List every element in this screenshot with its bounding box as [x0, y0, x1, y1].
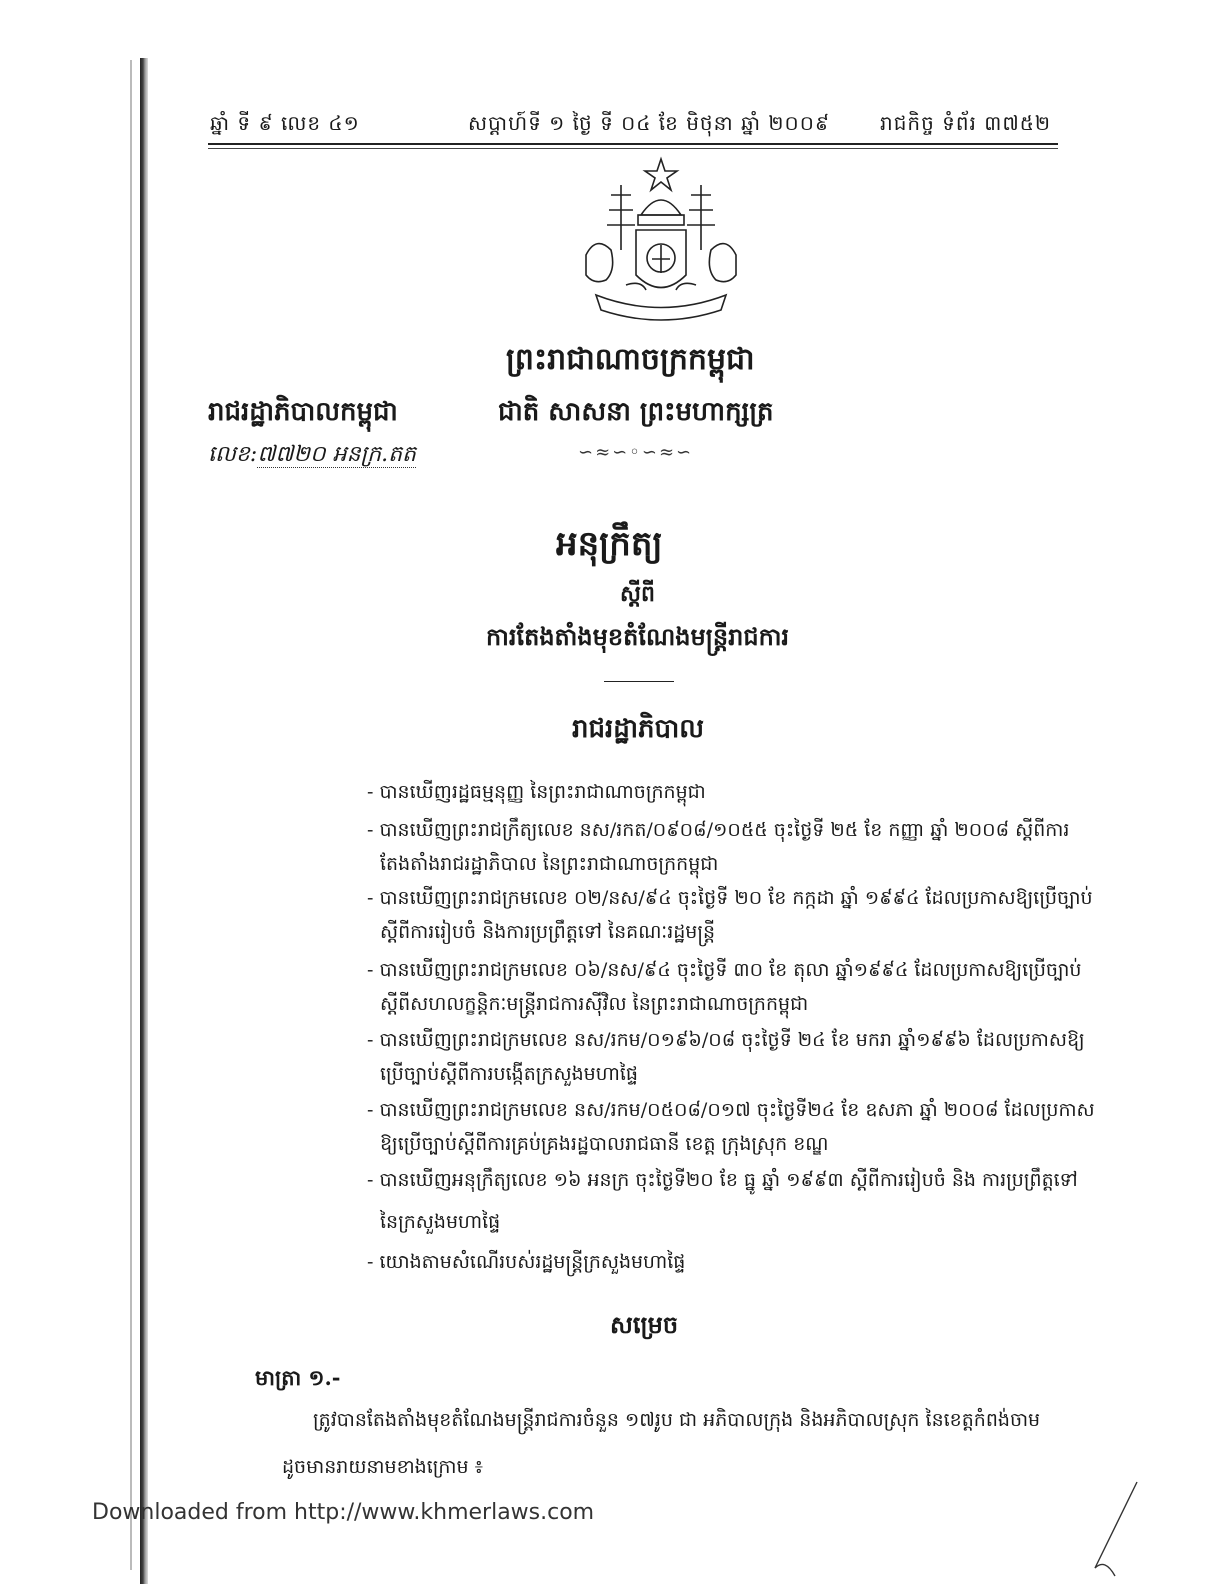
pen-mark	[1085, 1478, 1145, 1584]
article-label: មាត្រា ១.-	[255, 1365, 341, 1390]
article-text-line: ត្រូវបានតែងតាំងមុខតំណែងមន្ត្រីរាជការចំនួន ១៧រូប ជា អភិបាលក្រុង និងអភិបាលស្រុក នៃខេត្តកំពង់ចាម	[313, 1409, 1041, 1431]
consideration-line: នៃក្រសួងមហាផ្ទៃ	[380, 1211, 501, 1233]
consideration-line: - បានឃើញព្រះរាជក្រមលេខ ០៦/នស/៩៤ ចុះថ្ងៃទី ៣០ ខែ តុលា ឆ្នាំ១៩៩៤ ដែលប្រកាសឱ្យប្រើច្បាប់	[367, 959, 1082, 981]
consideration-line: ស្តីពីការរៀបចំ និងការប្រព្រឹត្តទៅ នៃគណៈរដ្ឋមន្ត្រី	[380, 921, 716, 943]
gazette-year-issue: ឆ្នាំ ទី ៩ លេខ ៤១	[210, 111, 360, 135]
consideration-line: តែងតាំងរាជរដ្ឋាភិបាល នៃព្រះរាជាណាចក្រកម្ពុជា	[380, 853, 719, 875]
authority-heading: រាជរដ្ឋាភិបាល	[572, 714, 705, 744]
consideration-line: - បានឃើញអនុក្រឹត្យលេខ ១៦ អនក្រ ចុះថ្ងៃទី២០ ខែ ធ្នូ ឆ្នាំ ១៩៩៣ ស្តីពីការរៀបចំ និង ការប្រព្រឹត្តទៅ	[367, 1169, 1078, 1191]
scan-binding-edge	[140, 58, 148, 1584]
consideration-line: ឱ្យប្រើច្បាប់ស្តីពីការគ្រប់គ្រងរដ្ឋបាលរាជធានី ខេត្ត ក្រុងស្រុក ខណ្ឌ	[380, 1133, 829, 1155]
consideration-line: ប្រើច្បាប់ស្តីពីការបង្កើតក្រសួងមហាផ្ទៃ	[380, 1063, 638, 1085]
subject-divider	[604, 681, 674, 682]
consideration-line: - យោងតាមសំណើរបស់រដ្ឋមន្ត្រីក្រសួងមហាផ្ទៃ	[367, 1251, 686, 1273]
header-rule-thin	[208, 148, 1058, 149]
issuing-government: រាជរដ្ឋាភិបាលកម្ពុជា	[208, 397, 398, 427]
download-source-footer: Downloaded from http://www.khmerlaws.com	[92, 1500, 595, 1525]
reference-label: លេខ:	[208, 442, 258, 467]
consideration-line: - បានឃើញព្រះរាជក្រឹត្យលេខ នស/រកត/០៩០៨/១០៥៥ ចុះថ្ងៃទី ២៥ ខែ កញ្ញា ឆ្នាំ ២០០៨ ស្តីពីការ	[367, 819, 1070, 841]
document-about: ស្តីពី	[620, 581, 655, 607]
consideration-line: ស្តីពីសហលក្ខន្តិកៈមន្ត្រីរាជការស៊ីវិល នៃព្រះរាជាណាចក្រកម្ពុជា	[380, 993, 809, 1015]
document-type: អនុក្រឹត្យ	[556, 524, 663, 564]
kingdom-name: ព្រះរាជាណាចក្រកម្ពុជា	[506, 342, 755, 377]
national-motto: ជាតិ សាសនា ព្រះមហាក្សត្រ	[498, 397, 774, 427]
consideration-line: - បានឃើញព្រះរាជក្រមលេខ ០២/នស/៩៤ ចុះថ្ងៃទី ២០ ខែ កក្កដា ឆ្នាំ ១៩៩៤ ដែលប្រកាសឱ្យប្រើច្បាប់	[367, 887, 1093, 909]
header-rule	[208, 143, 1058, 145]
gazette-page: រាជកិច្ច ទំព័រ ៣៧៥២	[880, 111, 1052, 135]
motto-ornament: ∽≈∽◦∽≈∽	[578, 442, 694, 463]
document-subject: ការតែងតាំងមុខតំណែងមន្ត្រីរាជការ	[486, 622, 790, 651]
gazette-date: សប្តាហ៍ទី ១ ថ្ងៃ ទី ០៤ ខែ មិថុនា ឆ្នាំ ២០០៩	[468, 111, 831, 135]
decision-heading: សម្រេច	[610, 1310, 679, 1339]
scan-binding-line	[130, 60, 132, 1570]
reference-number	[208, 440, 416, 472]
consideration-line: - បានឃើញព្រះរាជក្រមលេខ នស/រកម/០៥០៨/០១៧ ចុះថ្ងៃទី២៤ ខែ ឧសភា ឆ្នាំ ២០០៨ ដែលប្រកាស	[367, 1099, 1095, 1121]
consideration-line: - បានឃើញរដ្ឋធម្មនុញ្ញ នៃព្រះរាជាណាចក្រកម្ពុជា	[367, 781, 706, 803]
royal-coat-of-arms-emblem	[566, 155, 756, 325]
reference-value: ៧៧២០ អនក្រ.តត	[257, 442, 416, 467]
article-text-line: ដូចមានរាយនាមខាងក្រោម ៖	[282, 1456, 483, 1478]
consideration-line: - បានឃើញព្រះរាជក្រមលេខ នស/រកម/០១៩៦/០៨ ចុះថ្ងៃទី ២៤ ខែ មករា ឆ្នាំ១៩៩៦ ដែលប្រកាសឱ្យ	[367, 1029, 1085, 1051]
